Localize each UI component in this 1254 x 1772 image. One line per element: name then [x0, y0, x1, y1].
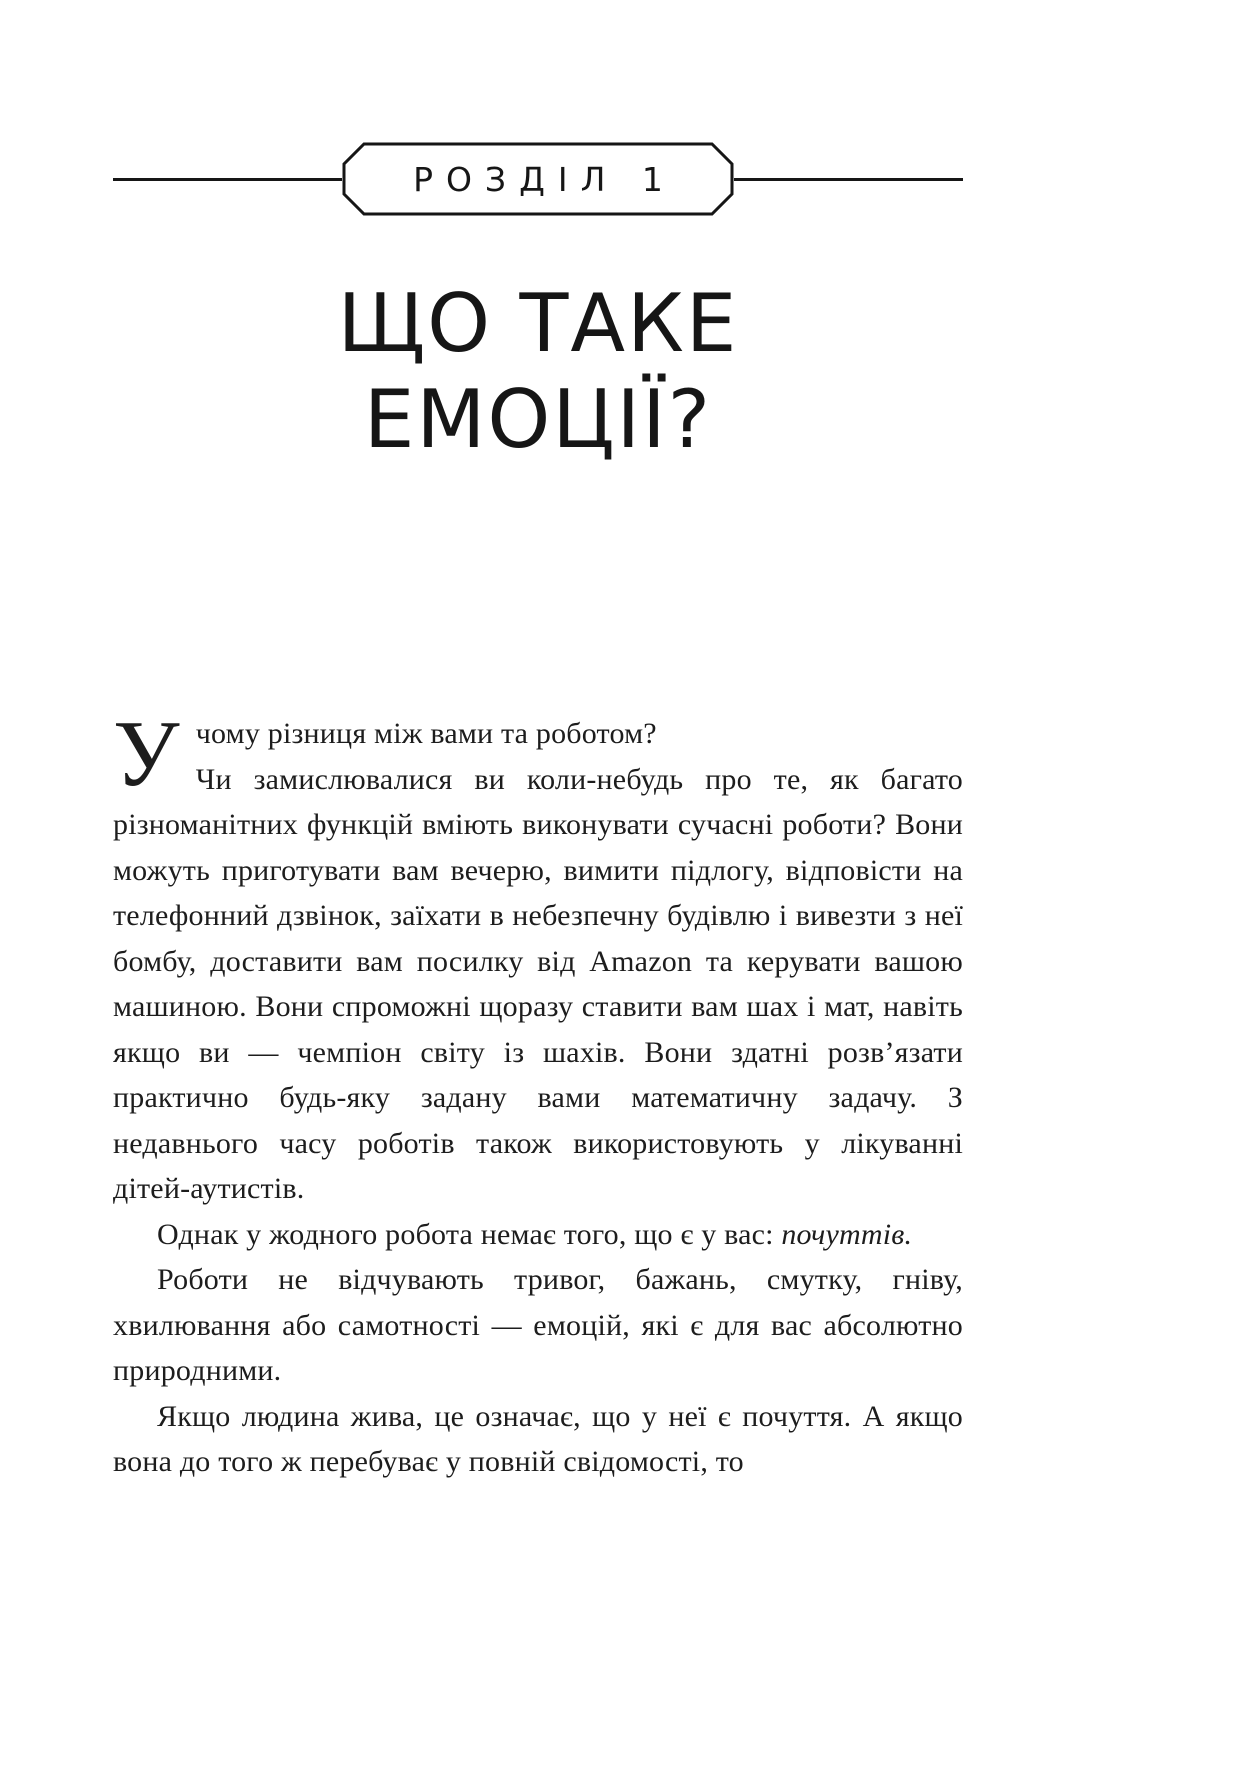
paragraph — [113, 1212, 963, 1258]
chapter-header — [113, 142, 963, 216]
text-run: Якщо людина жива, це означає, що у неї є почуття. А якщо вона до того ж перебуває у повній свідомості, то — [113, 1399, 963, 1478]
drop-cap: У — [113, 702, 180, 806]
chapter-title-line-1: ЩО ТАКЕ — [337, 277, 739, 370]
text-run: чому різниця між вами та роботом? — [195, 717, 657, 750]
chapter-badge-label — [342, 142, 734, 216]
text-run: Роботи не відчувають тривог, бажань, смутку, гніву, хвилювання або самотності — емоцій, які є для вас абсолютно природними. — [113, 1263, 963, 1387]
paragraph — [113, 1394, 963, 1485]
paragraph — [113, 757, 963, 1212]
body-text — [113, 702, 963, 1485]
left-rule — [113, 178, 342, 181]
paragraph — [113, 702, 963, 806]
chapter-title-line-2: ЕМОЦІЇ? — [363, 373, 713, 466]
page-content — [113, 0, 963, 1485]
chapter-badge — [342, 142, 734, 216]
text-run: Чи замислювалися ви коли-небудь про те, як багато різноманітних функцій вміють виконувати сучасні роботи? Вони можуть приготувати вам вечерю, вимити підлогу, відповісти на телефонний дзвінок, заїхати в небезпечну будівлю і вивезти з неї бомбу, доставити вам посилку від Amazon та керувати вашою машиною. Вони спроможні щоразу ставити вам шах і мат, навіть якщо ви — чемпіон світу із шахів. Вони здатні розв’язати практично будь-яку задану вами математичну задачу. З недавнього часу роботів також використовують у лікуванні дітей-аутистів. — [113, 762, 963, 1205]
chapter-title — [113, 276, 963, 468]
text-run: Однак у жодного робота немає того, що є у вас: — [157, 1217, 782, 1251]
right-rule — [734, 178, 963, 181]
chapter-badge-text: РОЗДІЛ 1 — [413, 159, 676, 199]
italic-text-run: почуттів. — [781, 1217, 913, 1251]
paragraph — [113, 1257, 963, 1394]
